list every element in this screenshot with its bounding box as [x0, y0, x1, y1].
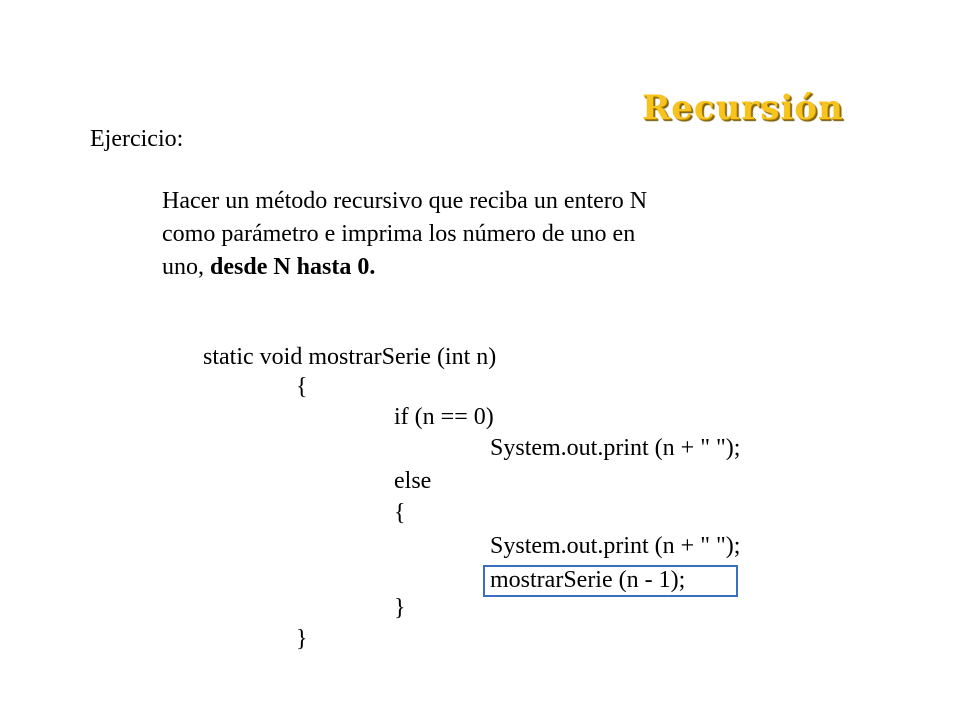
- code-line-inner-close-brace: }: [394, 595, 406, 621]
- code-line-print-2: System.out.print (n + " ");: [490, 533, 741, 559]
- exercise-label: Ejercicio:: [90, 126, 184, 152]
- description-line-3-bold: desde N hasta 0.: [210, 254, 376, 280]
- recursive-call-highlight: [483, 565, 738, 597]
- code-line-signature: static void mostrarSerie (int n): [203, 344, 497, 370]
- description-line-3-text: uno,: [162, 254, 210, 280]
- exercise-description: [162, 185, 802, 284]
- code-line-if: if (n == 0): [394, 404, 494, 430]
- code-line-print-1: System.out.print (n + " ");: [490, 435, 741, 461]
- slide-title: Recursión: [642, 88, 844, 128]
- description-line-2: como parámetro e imprima los número de uno en: [162, 221, 636, 247]
- description-line-3: [162, 251, 802, 284]
- description-line-1: Hacer un método recursivo que reciba un entero N: [162, 188, 648, 214]
- code-line-inner-open-brace: {: [394, 500, 406, 526]
- code-line-else: else: [394, 468, 432, 494]
- code-line-open-brace: {: [296, 374, 308, 400]
- code-line-close-brace: }: [296, 626, 308, 652]
- code-line-recursive-call: mostrarSerie (n - 1);: [490, 567, 686, 593]
